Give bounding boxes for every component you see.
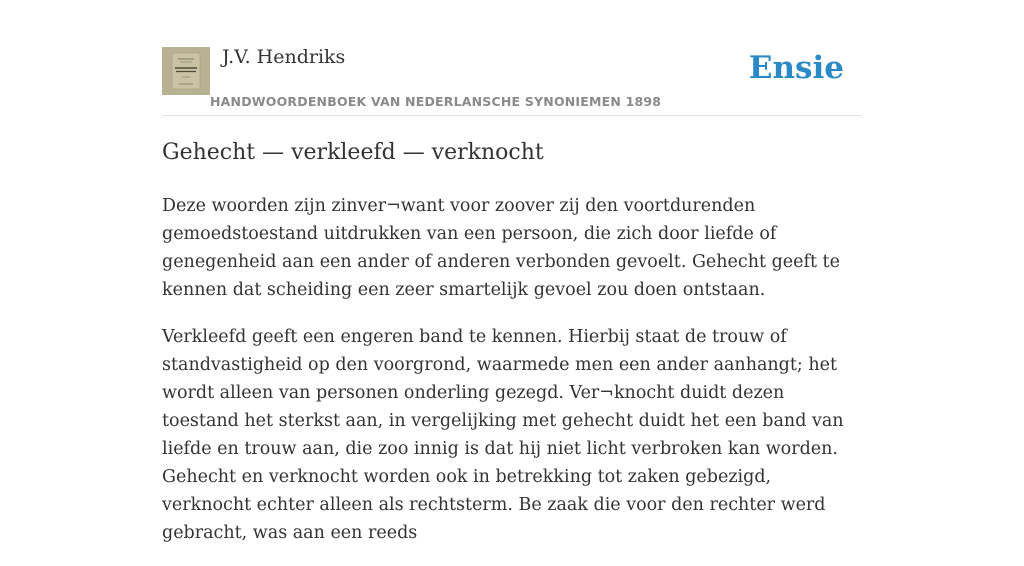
paragraph-2: Verkleefd geeft een engeren band te kennen. Hierbij staat de trouw of standvastigheid op den voorgrond, waarmede men een ander aanhangt; het wordt alleen van personen onderling gezegd. Ver¬knocht duidt dezen toestand het sterkst aan, in vergelijking met gehecht duidt het een band van liefde en trouw aan, die zoo innig is dat hij niet licht verbroken kan worden. Gehecht en verknocht worden ook in betrekking tot zaken gebezigd, verknocht echter alleen als rechtsterm. Be zaak die voor den rechter werd gebracht, was aan een reeds — [162, 327, 844, 543]
article-body — [162, 192, 862, 566]
ensie-logo[interactable]: Ensie — [748, 50, 844, 86]
author-name[interactable]: J.V. Hendriks — [222, 46, 346, 68]
book-cover-icon[interactable] — [162, 47, 210, 95]
paragraph-1: Deze woorden zijn zinver¬want voor zoover zij den voortdurenden gemoedstoestand uitdrukken van een persoon, die zich door liefde of genegenheid aan een ander of anderen verbonden gevoelt. Gehecht geeft te kennen dat scheiding een zeer smartelijk gevoel zou doen ontstaan. — [162, 196, 840, 300]
page-title: Gehecht — verkleefd — verknocht — [162, 140, 544, 165]
source-title[interactable]: HANDWOORDENBOEK VAN NEDERLANSCHE SYNONIEMEN 1898 — [210, 94, 662, 109]
header — [162, 46, 862, 116]
